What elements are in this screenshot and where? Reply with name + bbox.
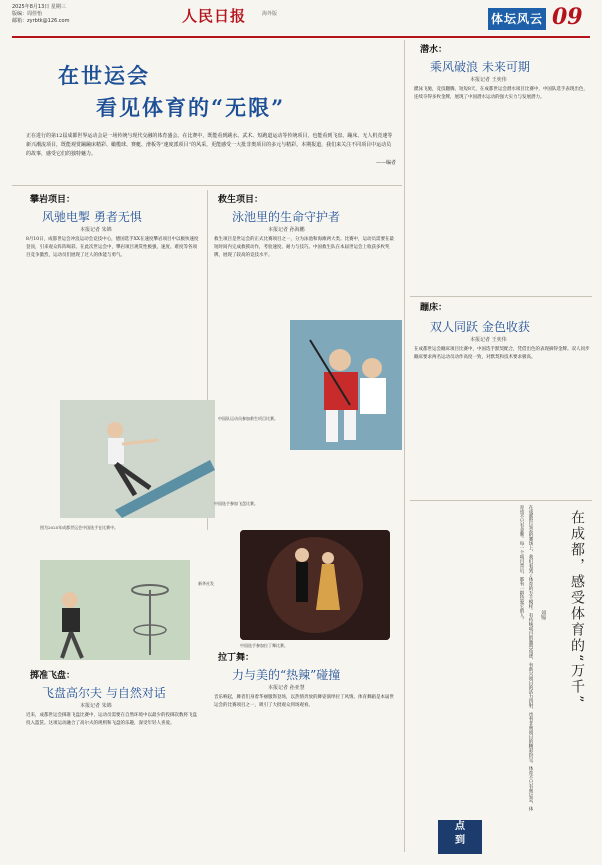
editor-email: 邮箱：zyrbtk@126.com [12, 18, 70, 24]
stamp-line2: 到 [455, 835, 465, 846]
stamp-line1: 点 [455, 821, 465, 832]
photo-credit: 新华社发 [198, 581, 214, 586]
frisbee-illustration [40, 560, 190, 660]
main-headline-line2: 看见体育的“无限” [96, 95, 286, 120]
section-title-frisbee: 飞盘高尔夫 与自然对话 [42, 686, 166, 700]
section-title-dance: 力与美的“热辣”碰撞 [232, 668, 341, 682]
section-tag-climb: 攀岩项目： [30, 195, 76, 205]
section-tag-dive: 潜水： [420, 45, 448, 55]
section-divider [12, 185, 402, 186]
newspaper-logo: 人民日报 [182, 7, 247, 25]
article-body-dive: 蹼泳飞驰，竞技翻腾。短短8天，在成都世运会潜水项目比赛中，中国队选手表现出色，连续夺得多枚金牌，展现了中国潜水运动的强大实力与发展潜力。 [414, 87, 588, 100]
frisbee-photo [40, 560, 190, 660]
commentary-body: 在成都世运会的赛场上，我们看到了体育的万千模样。有传统项目的激烈角逐，有新兴项目的活力四射，也有非奥项目的精彩纷呈。体育不只有奥运会，体育也不只有金牌。每一个项目背后，都有一群热爱它的人。 [519, 505, 533, 811]
section-divider [410, 296, 592, 297]
byline-climb: 本报记者 朱锦 [80, 227, 112, 233]
lead-text: 正在进行的第12届成都世界运动会是一场传统与现代交融的体育盛会。在比赛中，既能看到跳水、武术、短跑道运动等传统项目，也能看到飞盘、蹦床、无人机竞速等新兴潮流项目，既能观赏蹦蹦床精彩、橄榄球、赛艇、滑板等“速度派项目”的风采，更能感受一大批非奥项目的多元与精彩。本期报道，我们来关注不同项目中运动员的故事，感受它们的独特魅力。 [26, 133, 393, 157]
commentary-title: 在成都，感受体育的“万千” [569, 510, 585, 705]
dance-photo [240, 530, 390, 640]
climbing-photo [60, 400, 215, 518]
column-stamp [438, 820, 482, 854]
editor-info: 版编：周佳怡 [12, 11, 43, 17]
article-body-climb: 8月10日，成都世运会冲浪运动会竞技中心，德国选手XX在速度攀岩项目中以极快速度登顶，引来观众阵阵喝彩。在此次世运会中，攀岩项目观赏性极强，速度、难度等各项目竞争激烈，运动员们展现了过人的体能与勇气。 [26, 237, 199, 258]
editor-note: ——编者 [375, 160, 396, 166]
section-tag-dance: 拉丁舞： [218, 653, 255, 663]
caption-photo2: 中国队运动员参加救生项目比赛。 [218, 416, 278, 421]
article-body-trampoline: 在成都世运会蹦床项目比赛中，中国选手默契配合，凭借出色的表现摘得金牌。双人同步蹦床要求两名运动员动作高度一致，对默契和技术要求极高。 [414, 347, 590, 360]
climber-illustration [60, 400, 215, 518]
caption-photo4: 中国选手参加拉丁舞比赛。 [240, 643, 288, 648]
caption-photo3: 中国选手参加飞盘比赛。 [214, 501, 258, 506]
lead-paragraph [26, 132, 396, 168]
byline-frisbee: 本报记者 朱锦 [80, 703, 112, 709]
rescue-photo [290, 320, 402, 450]
article-body-dance: 音乐响起，舞者们身着华丽服饰登场，以热情奔放的舞姿演绎拉丁风情。体育舞蹈是本届世运会的比赛项目之一，吸引了大批观众到场观看。 [214, 695, 394, 708]
byline-rescue: 本报记者 孙海鹏 [268, 227, 305, 233]
commentary-author: 刘锦 [540, 610, 546, 620]
section-title-trampoline: 双人同跃 金色收获 [430, 320, 530, 334]
byline-trampoline: 本报记者 王奕伟 [470, 337, 507, 343]
main-headline-line1: 在世运会 [58, 63, 150, 88]
issue-date: 2025年8月13日 星期三 [12, 4, 66, 10]
byline-dance: 本报记者 孙亚慧 [268, 685, 305, 691]
rescue-illustration [290, 320, 402, 450]
column-divider [404, 40, 405, 852]
byline-dive: 本报记者 王奕伟 [470, 77, 507, 83]
section-divider [410, 500, 592, 501]
section-tag-frisbee: 掷准飞盘： [30, 671, 76, 681]
section-tag-rescue: 救生项目： [218, 195, 264, 205]
newspaper-sublogo: 海外版 [262, 11, 278, 17]
section-title-dive: 乘风破浪 未来可期 [430, 60, 530, 74]
section-title-rescue: 泳池里的生命守护者 [232, 210, 341, 224]
column-name: 体坛风云 [488, 8, 546, 30]
section-tag-trampoline: 蹦床： [420, 303, 448, 313]
caption-photo1: 图为2025年成都世运会中国选手在比赛中。 [40, 525, 119, 530]
article-body-frisbee: 近来，成都世运会掷准飞盘比赛中，运动员需要在自然环境中以最少的投掷次数将飞盘投入篮筐。这项运动融合了高尔夫的规则和飞盘的乐趣，深受年轻人喜爱。 [26, 713, 197, 726]
article-body-rescue: 救生项目是世运会的正式比赛项目之一，分为泳池和海滩两大类。比赛中，运动员需要在最短时间内完成救援动作，考验速度、耐力与技巧。中国救生队在本届世运会上收获多枚奖牌，展现了较高的竞技水平。 [214, 237, 394, 258]
masthead [12, 2, 590, 38]
page-number: 09 [552, 4, 583, 30]
dance-illustration [240, 530, 390, 640]
section-title-climb: 风驰电掣 勇者无惧 [42, 210, 142, 224]
masthead-meta [12, 4, 69, 25]
